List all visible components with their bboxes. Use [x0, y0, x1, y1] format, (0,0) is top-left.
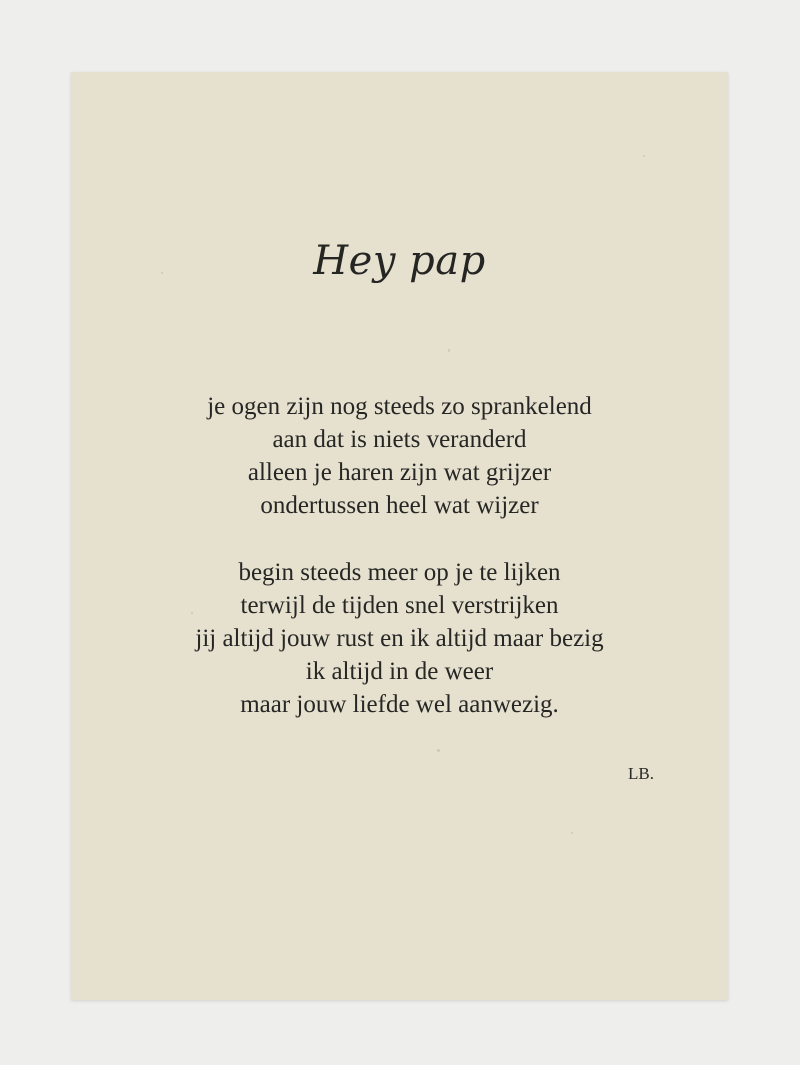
paper-speck — [437, 749, 440, 752]
poem-line: alleen je haren zijn wat grijzer — [247, 459, 552, 486]
poem-stanza-1 — [71, 390, 728, 522]
author-signature: LB. — [628, 764, 654, 783]
poem-line: terwijl de tijden snel verstrijken — [240, 592, 559, 619]
poem-line: aan dat is niets veranderd — [272, 426, 527, 453]
paper-speck — [448, 349, 450, 352]
paper-speck — [571, 832, 573, 834]
poem-line: jij altijd jouw rust en ik altijd maar bezig — [195, 625, 604, 652]
poem-line: je ogen zijn nog steeds zo sprankelend — [207, 393, 592, 420]
poem-line: ik altijd in de weer — [305, 658, 494, 685]
poem-card — [71, 72, 728, 1000]
paper-speck — [643, 155, 645, 157]
poem-title: Hey pap — [313, 238, 486, 284]
poem-stanza-2 — [71, 556, 728, 721]
poem-line: begin steeds meer op je te lijken — [238, 559, 561, 586]
poem-line: ondertussen heel wat wijzer — [260, 492, 539, 519]
poem-line: maar jouw liefde wel aanwezig. — [240, 691, 559, 718]
